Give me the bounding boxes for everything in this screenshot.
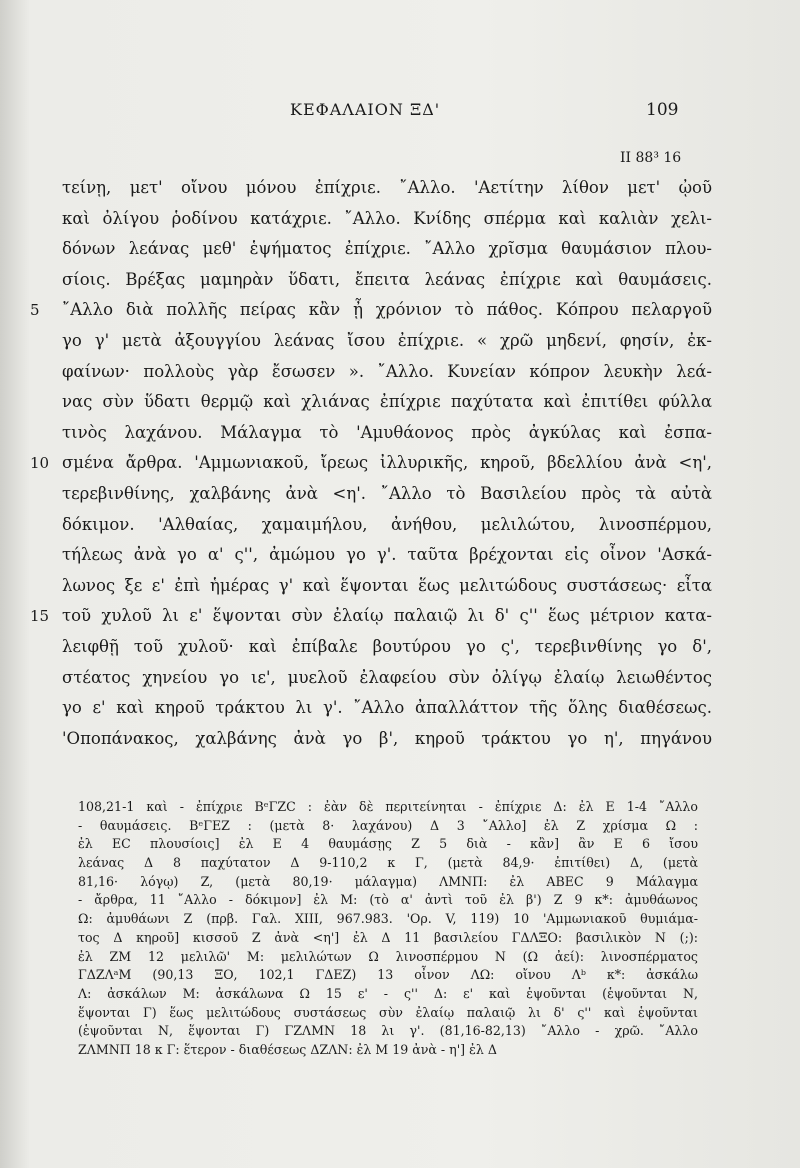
text-line	[30, 601, 712, 632]
apparatus-line: ΓΔΖΛᵃΜ (90,13 ΞΟ, 102,1 ΓΔΕΖ) 13 οἶνον ΛΩ: οἴνου Λᵇ κ*: ἀσκάλω	[78, 967, 698, 983]
text-line	[62, 265, 712, 296]
text-line	[30, 448, 712, 479]
text-line	[62, 663, 712, 694]
apparatus-line: (ἑψοῦνται Ν, ἕψονται Γ) ΓΖΛΜΝ 18 λι γ'. (81,16-82,13) ῎Αλλο - χρῶ. ῎Αλλο	[78, 1023, 698, 1039]
text-line	[30, 295, 712, 326]
line-text: τήλεως ἀνὰ γο α' ς'', ἀμώμου γο γ'. ταῦτα βρέχονται εἰς οἶνον 'Ασκά-	[62, 545, 712, 565]
line-text: λωνος ξε ε' ἐπὶ ἡμέρας γ' καὶ ἕψονται ἕως μελιτώδους συστάσεως· εἶτα	[62, 575, 712, 595]
line-text: γο γ' μετὰ ἀξουγγίου λεάνας ἴσου ἐπίχριε. « χρῶ μηδενί, φησίν, ἐκ-	[62, 330, 712, 350]
text-line	[62, 479, 712, 510]
text-line	[62, 234, 712, 265]
text-line	[62, 173, 712, 204]
text-line	[62, 357, 712, 388]
text-line	[62, 387, 712, 418]
text-line	[62, 326, 712, 357]
text-line	[62, 204, 712, 235]
line-number: 5	[30, 301, 40, 320]
line-text: καὶ ὀλίγου ῥοδίνου κατάχριε. ῎Αλλο. Κνίδης σπέρμα καὶ καλιὰν χελι-	[62, 208, 712, 228]
text-line	[62, 510, 712, 541]
text-line	[62, 693, 712, 724]
apparatus-line: Λ: ἀσκάλων Μ: ἀσκάλωνα Ω 15 ε' - ς'' Δ: ε' καὶ ἑψοῦνται (ἑψοῦνται Ν,	[78, 985, 698, 1001]
line-number: 10	[30, 454, 50, 473]
line-number: 15	[30, 607, 50, 626]
edition-reference: II 88³ 16	[620, 150, 682, 166]
main-text	[30, 173, 712, 754]
apparatus-line: τος Δ κηροῦ] κισσοῦ Z ἀνὰ <η'] ἐλ Δ 11 βασιλείου ΓΔΛΞΟ: βασιλικὸν Ν (;):	[78, 929, 698, 945]
text-line	[62, 418, 712, 449]
running-head: ΚΕΦΑΛΑΙΟΝ ΞΔ'	[290, 100, 441, 119]
apparatus-line: ΖΛΜΝΠ 18 κ Γ: ἕτερον - διαθέσεως ΔΖΛΝ: ἐλ Μ 19 ἀνὰ - η'] ἐλ Δ	[78, 1041, 497, 1057]
apparatus-line: - ἄρθρα, 11 ῎Αλλο - δόκιμον] ἐλ Μ: (τὸ α' ἀντὶ τοῦ ἐλ β') Z 9 κ*: ἀμυθάωνος	[78, 892, 698, 908]
line-text: τερεβινθίνης, χαλβάνης ἀνὰ <η'. ῎Αλλο τὸ Βασιλείου πρὸς τὰ αὐτὰ	[62, 483, 712, 503]
apparatus-line: ἐλ ZM 12 μελιλῶ' Μ: μελιλώτων Ω λινοσπέρμου Ν (Ω ἀεί): λινοσπέρματος	[78, 948, 698, 964]
line-text: ῎Αλλο διὰ πολλῆς πείρας κἂν ᾖ χρόνιον τὸ πάθος. Κόπρου πελαργοῦ	[62, 300, 712, 320]
apparatus-line: Ω: ἀμυθάωνι Z (πρβ. Γαλ. XIII, 967.983. 'Ορ. V, 119) 10 'Αμμωνιακοῦ θυμιάμα-	[78, 911, 698, 927]
line-text: φαίνων· πολλοὺς γὰρ ἔσωσεν ». ῎Αλλο. Κυνείαν κόπρον λευκὴν λεά-	[62, 361, 712, 381]
apparatus-line: ἕψονται Γ) ἕως μελιτώδους συστάσεως σὺν ἐλαίῳ παλαιῷ λι δ' ς'' καὶ ἑψοῦνται	[78, 1004, 698, 1020]
line-text: τοῦ χυλοῦ λι ε' ἕψονται σὺν ἐλαίῳ παλαιῷ λι δ' ς'' ἕως μέτριον κατα-	[62, 606, 712, 626]
line-text: 'Οποπάνακος, χαλβάνης ἀνὰ γο β', κηροῦ τράκτου γο η', πηγάνου	[62, 728, 712, 748]
line-text: τείνῃ, μετ' οἴνου μόνου ἐπίχριε. ῎Αλλο. 'Αετίτην λίθον μετ' ᾠοῦ	[62, 178, 712, 197]
text-line	[62, 540, 712, 571]
apparatus-line: ἐλ EC πλουσίοις] ἐλ E 4 θαυμάσῃς Z 5 διὰ - κἂν] ἂν E 6 ἴσου	[78, 836, 698, 852]
text-line	[62, 571, 712, 602]
apparatus-line: 81,16· λόγῳ) Z, (μετὰ 80,19· μάλαγμα) ΛΜΝΠ: ἐλ ABEC 9 Μάλαγμα	[78, 873, 698, 889]
line-text: δόκιμον. 'Αλθαίας, χαμαιμήλου, ἀνήθου, μελιλώτου, λινοσπέρμου,	[62, 514, 712, 534]
apparatus-line: 108,21-1 καὶ - ἐπίχριε BᵉΓZC : ἐὰν δὲ περιτείνηται - ἐπίχριε Δ: ἐλ E 1-4 ῎Αλλο	[78, 799, 698, 814]
line-text: τινὸς λαχάνου. Μάλαγμα τὸ 'Αμυθάονος πρὸς ἀγκύλας καὶ ἐσπα-	[62, 422, 712, 442]
line-text: γο ε' καὶ κηροῦ τράκτου λι γ'. ῎Αλλο ἀπαλλάττον τῆς ὅλης διαθέσεως.	[62, 698, 712, 718]
apparatus-line: λεάνας Δ 8 παχύτατον Δ 9-110,2 κ Γ, (μετὰ 84,9· ἐπιτίθει) Δ, (μετὰ	[78, 855, 698, 871]
critical-apparatus	[78, 798, 698, 1060]
line-text: στέατος χηνείου γο ιε', μυελοῦ ἐλαφείου σὺν ὀλίγῳ ἐλαίῳ λειωθέντος	[62, 667, 712, 687]
line-text: σίοις. Βρέξας μαμηρὰν ὕδατι, ἔπειτα λεάνας ἐπίχριε καὶ θαυμάσεις.	[62, 269, 712, 289]
line-text: λειφθῇ τοῦ χυλοῦ· καὶ ἐπίβαλε βουτύρου γο ς', τερεβινθίνης γο δ',	[62, 636, 712, 656]
line-text: δόνων λεάνας μεθ' ἑψήματος ἐπίχριε. ῎Αλλο χρῖσμα θαυμάσιον πλου-	[62, 239, 712, 259]
line-text: σμένα ἄρθρα. 'Αμμωνιακοῦ, ἴρεως ἰλλυρικῆς, κηροῦ, βδελλίου ἀνὰ <η',	[62, 453, 712, 473]
apparatus-line: - θαυμάσεις. BᵉΓEZ : (μετὰ 8· λαχάνου) Δ 3 ῎Αλλο] ἐλ Z χρίσμα Ω :	[78, 817, 698, 833]
line-text: νας σὺν ὕδατι θερμῷ καὶ χλιάνας ἐπίχριε παχύτατα καὶ ἐπιτίθει φύλλα	[62, 392, 712, 412]
page-number: 109	[646, 100, 679, 120]
text-line	[62, 724, 712, 755]
page-header	[0, 100, 800, 124]
text-line	[62, 632, 712, 663]
